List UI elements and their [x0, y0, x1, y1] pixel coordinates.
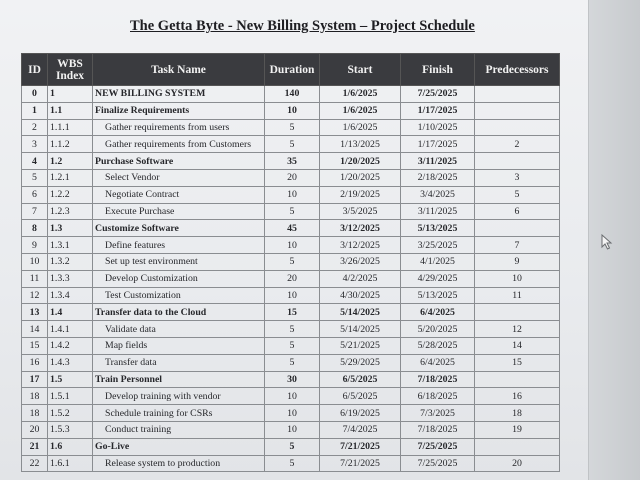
cell-duration: 35: [265, 153, 320, 170]
cell-start: 1/20/2025: [320, 153, 401, 170]
cell-start: 4/30/2025: [320, 287, 401, 304]
table-row: [22, 337, 560, 354]
cell-task-name: Transfer data to the Cloud: [93, 304, 265, 321]
cell-wbs: 1.6.1: [48, 455, 93, 472]
cell-predecessors: 20: [475, 455, 560, 472]
cell-predecessors: [475, 119, 560, 136]
cell-finish: 2/18/2025: [401, 169, 475, 186]
cell-finish: 5/28/2025: [401, 337, 475, 354]
cell-finish: 5/13/2025: [401, 287, 475, 304]
cell-task-name: Gather requirements from Customers: [93, 136, 265, 153]
cell-id: 18: [22, 388, 48, 405]
cell-id: 16: [22, 354, 48, 371]
cell-id: 18: [22, 405, 48, 422]
cell-wbs: 1.2: [48, 153, 93, 170]
cell-task-name: Map fields: [93, 337, 265, 354]
cell-task-name: NEW BILLING SYSTEM: [93, 86, 265, 103]
table-row: [22, 304, 560, 321]
cell-id: 1: [22, 102, 48, 119]
table-row: [22, 405, 560, 422]
column-header-finish: Finish: [401, 54, 475, 86]
table-row: [22, 388, 560, 405]
cell-wbs: 1.4.2: [48, 337, 93, 354]
cell-duration: 5: [265, 119, 320, 136]
cell-id: 9: [22, 237, 48, 254]
column-header-predecessors: Predecessors: [475, 54, 560, 86]
cell-start: 3/12/2025: [320, 220, 401, 237]
cell-duration: 15: [265, 304, 320, 321]
cell-id: 10: [22, 253, 48, 270]
mouse-cursor-icon: [601, 234, 613, 250]
cell-id: 2: [22, 119, 48, 136]
cell-task-name: Schedule training for CSRs: [93, 405, 265, 422]
cell-wbs: 1.1.2: [48, 136, 93, 153]
cell-finish: 1/17/2025: [401, 136, 475, 153]
cell-finish: 4/29/2025: [401, 270, 475, 287]
table-row: [22, 253, 560, 270]
cell-predecessors: [475, 102, 560, 119]
table-row: [22, 136, 560, 153]
cell-id: 17: [22, 371, 48, 388]
table-header-row: [22, 54, 560, 86]
cell-task-name: Select Vendor: [93, 169, 265, 186]
cell-duration: 20: [265, 270, 320, 287]
table-row: [22, 287, 560, 304]
cell-wbs: 1.3.3: [48, 270, 93, 287]
cell-predecessors: [475, 371, 560, 388]
cell-start: 7/4/2025: [320, 421, 401, 438]
column-header-wbs: [48, 54, 93, 86]
background-edge: [588, 0, 640, 480]
cell-predecessors: 3: [475, 169, 560, 186]
cell-task-name: Conduct training: [93, 421, 265, 438]
column-header-start: Start: [320, 54, 401, 86]
cell-finish: 5/20/2025: [401, 321, 475, 338]
cell-task-name: Train Personnel: [93, 371, 265, 388]
cell-finish: 3/4/2025: [401, 186, 475, 203]
cell-duration: 10: [265, 421, 320, 438]
column-header-duration: Duration: [265, 54, 320, 86]
cell-duration: 10: [265, 102, 320, 119]
cell-id: 21: [22, 438, 48, 455]
cell-duration: 5: [265, 455, 320, 472]
cell-finish: 3/25/2025: [401, 237, 475, 254]
cell-finish: 1/17/2025: [401, 102, 475, 119]
table-row: [22, 237, 560, 254]
cell-task-name: Validate data: [93, 321, 265, 338]
cell-finish: 6/4/2025: [401, 304, 475, 321]
table-row: [22, 421, 560, 438]
cell-wbs: 1.4.1: [48, 321, 93, 338]
cell-task-name: Gather requirements from users: [93, 119, 265, 136]
cell-start: 2/19/2025: [320, 186, 401, 203]
cell-id: 14: [22, 321, 48, 338]
cell-id: 11: [22, 270, 48, 287]
cell-task-name: Test Customization: [93, 287, 265, 304]
cell-start: 6/5/2025: [320, 388, 401, 405]
cell-predecessors: 18: [475, 405, 560, 422]
cell-duration: 10: [265, 287, 320, 304]
cell-id: 5: [22, 169, 48, 186]
cell-finish: 7/25/2025: [401, 455, 475, 472]
cell-predecessors: 2: [475, 136, 560, 153]
cell-start: 5/29/2025: [320, 354, 401, 371]
cell-finish: 7/18/2025: [401, 371, 475, 388]
wbs-header-line1: WBS: [57, 57, 83, 70]
cell-finish: 7/25/2025: [401, 86, 475, 103]
cell-wbs: 1.3.1: [48, 237, 93, 254]
cell-start: 1/20/2025: [320, 169, 401, 186]
cell-predecessors: [475, 220, 560, 237]
cell-duration: 140: [265, 86, 320, 103]
cell-predecessors: 16: [475, 388, 560, 405]
cell-finish: 6/18/2025: [401, 388, 475, 405]
cell-task-name: Set up test environment: [93, 253, 265, 270]
cell-predecessors: 15: [475, 354, 560, 371]
cell-predecessors: [475, 153, 560, 170]
table-row: [22, 203, 560, 220]
cell-task-name: Develop Customization: [93, 270, 265, 287]
cell-task-name: Release system to production: [93, 455, 265, 472]
cell-start: 1/13/2025: [320, 136, 401, 153]
cell-start: 6/19/2025: [320, 405, 401, 422]
cell-id: 12: [22, 287, 48, 304]
cell-task-name: Customize Software: [93, 220, 265, 237]
cell-predecessors: 12: [475, 321, 560, 338]
column-header-task-name: Task Name: [93, 54, 265, 86]
cell-predecessors: 5: [475, 186, 560, 203]
cell-duration: 5: [265, 354, 320, 371]
cell-wbs: 1.5.2: [48, 405, 93, 422]
cell-duration: 5: [265, 438, 320, 455]
table-row: [22, 438, 560, 455]
cell-start: 1/6/2025: [320, 119, 401, 136]
cell-id: 20: [22, 421, 48, 438]
cell-finish: 3/11/2025: [401, 153, 475, 170]
cell-predecessors: 19: [475, 421, 560, 438]
cell-wbs: 1.1: [48, 102, 93, 119]
cell-id: 15: [22, 337, 48, 354]
table-row: [22, 153, 560, 170]
cell-start: 5/21/2025: [320, 337, 401, 354]
cell-start: 5/14/2025: [320, 304, 401, 321]
cell-task-name: Execute Purchase: [93, 203, 265, 220]
cell-duration: 5: [265, 203, 320, 220]
cell-wbs: 1.3.4: [48, 287, 93, 304]
cell-predecessors: [475, 438, 560, 455]
cell-wbs: 1.5: [48, 371, 93, 388]
table-row: [22, 371, 560, 388]
cell-duration: 10: [265, 237, 320, 254]
cell-duration: 5: [265, 136, 320, 153]
cell-task-name: Go-Live: [93, 438, 265, 455]
table-row: [22, 354, 560, 371]
cell-wbs: 1.2.1: [48, 169, 93, 186]
table-row: [22, 220, 560, 237]
cell-start: 1/6/2025: [320, 102, 401, 119]
table-row: [22, 455, 560, 472]
cell-wbs: 1: [48, 86, 93, 103]
cell-start: 4/2/2025: [320, 270, 401, 287]
cell-wbs: 1.5.1: [48, 388, 93, 405]
cell-wbs: 1.6: [48, 438, 93, 455]
cell-start: 3/26/2025: [320, 253, 401, 270]
cell-task-name: Purchase Software: [93, 153, 265, 170]
cell-predecessors: 10: [475, 270, 560, 287]
table-row: [22, 270, 560, 287]
table-body: [22, 86, 560, 472]
table-row: [22, 186, 560, 203]
cell-start: 7/21/2025: [320, 438, 401, 455]
cell-duration: 5: [265, 253, 320, 270]
cell-wbs: 1.1.1: [48, 119, 93, 136]
cell-duration: 30: [265, 371, 320, 388]
wbs-header-line2: Index: [55, 69, 85, 82]
cell-start: 1/6/2025: [320, 86, 401, 103]
cell-finish: 7/18/2025: [401, 421, 475, 438]
cell-duration: 10: [265, 388, 320, 405]
cell-finish: 1/10/2025: [401, 119, 475, 136]
cell-start: 5/14/2025: [320, 321, 401, 338]
cell-predecessors: [475, 304, 560, 321]
cell-id: 3: [22, 136, 48, 153]
project-schedule-table: [21, 53, 560, 472]
cell-wbs: 1.3: [48, 220, 93, 237]
cell-duration: 45: [265, 220, 320, 237]
cell-task-name: Negotiate Contract: [93, 186, 265, 203]
cell-id: 7: [22, 203, 48, 220]
cell-duration: 10: [265, 186, 320, 203]
cell-wbs: 1.2.3: [48, 203, 93, 220]
table-row: [22, 119, 560, 136]
cell-task-name: Finalize Requirements: [93, 102, 265, 119]
cell-task-name: Transfer data: [93, 354, 265, 371]
cell-predecessors: 11: [475, 287, 560, 304]
cell-finish: 5/13/2025: [401, 220, 475, 237]
cell-predecessors: [475, 86, 560, 103]
table-row: [22, 86, 560, 103]
cell-id: 4: [22, 153, 48, 170]
cell-wbs: 1.4: [48, 304, 93, 321]
cell-duration: 5: [265, 337, 320, 354]
cell-duration: 20: [265, 169, 320, 186]
cell-finish: 3/11/2025: [401, 203, 475, 220]
table-row: [22, 169, 560, 186]
table-row: [22, 321, 560, 338]
column-header-id: ID: [22, 54, 48, 86]
cell-predecessors: 9: [475, 253, 560, 270]
cell-task-name: Define features: [93, 237, 265, 254]
cell-id: 22: [22, 455, 48, 472]
cell-id: 0: [22, 86, 48, 103]
cell-wbs: 1.3.2: [48, 253, 93, 270]
cell-predecessors: 14: [475, 337, 560, 354]
cell-finish: 6/4/2025: [401, 354, 475, 371]
cell-duration: 5: [265, 321, 320, 338]
document-title: The Getta Byte - New Billing System – Project Schedule: [130, 18, 475, 34]
cell-task-name: Develop training with vendor: [93, 388, 265, 405]
cell-start: 7/21/2025: [320, 455, 401, 472]
cell-finish: 7/3/2025: [401, 405, 475, 422]
cell-start: 3/5/2025: [320, 203, 401, 220]
cell-finish: 7/25/2025: [401, 438, 475, 455]
cell-wbs: 1.4.3: [48, 354, 93, 371]
cell-id: 8: [22, 220, 48, 237]
cell-wbs: 1.5.3: [48, 421, 93, 438]
cell-id: 6: [22, 186, 48, 203]
table-row: [22, 102, 560, 119]
cell-predecessors: 6: [475, 203, 560, 220]
cell-duration: 10: [265, 405, 320, 422]
cell-finish: 4/1/2025: [401, 253, 475, 270]
cell-start: 6/5/2025: [320, 371, 401, 388]
cell-predecessors: 7: [475, 237, 560, 254]
cell-wbs: 1.2.2: [48, 186, 93, 203]
cell-id: 13: [22, 304, 48, 321]
cell-start: 3/12/2025: [320, 237, 401, 254]
